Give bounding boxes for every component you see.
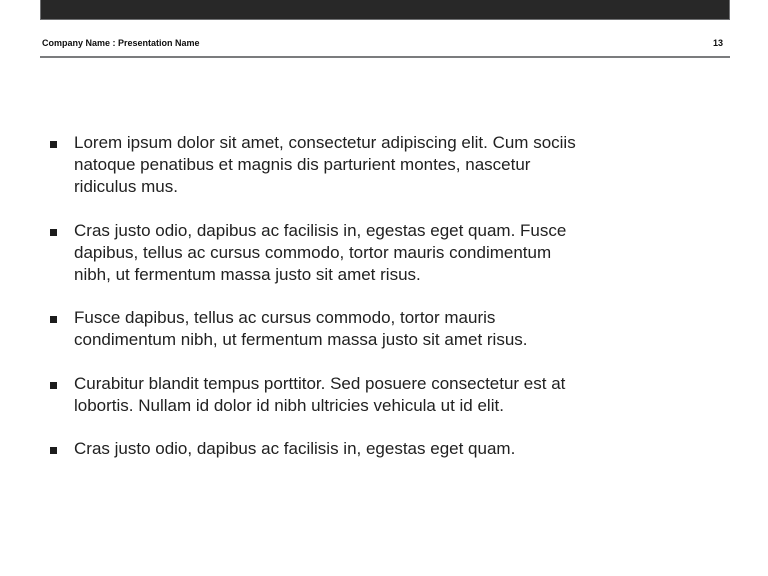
bullet-text-line: dapibus, tellus ac cursus commodo, tortor mauris condimentum [74,242,552,262]
bullet-item-4 [74,373,634,417]
bullet-square-icon [50,382,57,389]
bullet-square-icon [50,141,57,148]
bullet-item-3 [74,307,634,351]
header-title: Company Name : Presentation Name [42,38,200,48]
bullet-list [74,132,634,482]
bullet-square-icon [50,447,57,454]
bullet-text-line: lobortis. Nullam id dolor id nibh ultricies vehicula ut id elit. [74,395,504,415]
bullet-text-line: Lorem ipsum dolor sit amet, consectetur adipiscing elit. Cum sociis [74,133,576,152]
bullet-text-line: Cras justo odio, dapibus ac facilisis in, egestas eget quam. Fusce [74,220,567,240]
bullet-text-line: nibh, ut fermentum massa justo sit amet risus. [74,264,421,284]
bullet-text-line: natoque penatibus et magnis dis parturient montes, nascetur [74,155,531,174]
bullet-item-5 [74,438,634,460]
bullet-text-line: condimentum nibh, ut fermentum massa justo sit amet risus. [74,330,528,350]
bullet-text-line: Curabitur blandit tempus porttitor. Sed posuere consectetur est at [74,373,566,393]
slide-header [42,38,723,49]
page-number: 13 [712,38,723,48]
bullet-text-line: Cras justo odio, dapibus ac facilisis in, egestas eget quam. [74,439,516,459]
header-divider-rule [40,56,730,58]
bullet-square-icon [50,316,57,323]
top-accent-bar [40,0,730,20]
bullet-text-line: ridiculus mus. [74,177,178,196]
bullet-square-icon [50,229,57,236]
bullet-item-2 [74,220,634,286]
bullet-item-1 [74,132,634,198]
bullet-text-line: Fusce dapibus, tellus ac cursus commodo, tortor mauris [74,308,496,328]
